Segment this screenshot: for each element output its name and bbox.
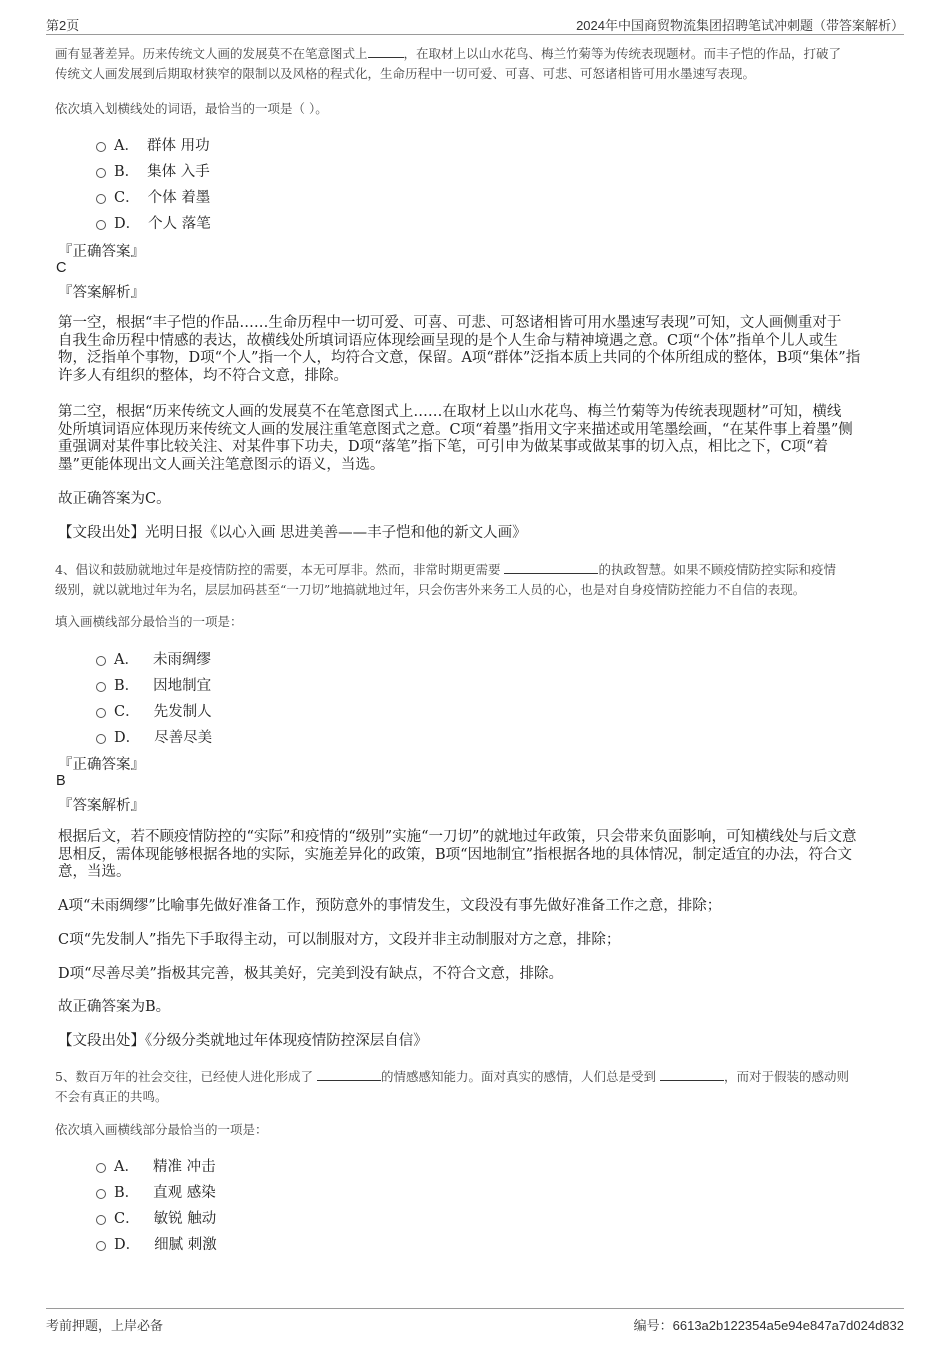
document-title: 2024年中国商贸物流集团招聘笔试冲刺题（带答案解析） [576, 18, 904, 33]
fill-blank [368, 44, 404, 58]
radio-icon[interactable] [96, 656, 106, 666]
q4-analysis-label: 『答案解析』 [58, 798, 145, 814]
q3-option-c[interactable]: C． 个体 着墨 [96, 186, 210, 208]
radio-icon[interactable] [96, 1189, 106, 1199]
q3-source: 【文段出处】光明日报《以心入画 思进美善——丰子恺和他的新文人画》 [58, 525, 527, 541]
q5-option-b[interactable]: B． 直观 感染 [96, 1181, 216, 1203]
q5-stem-line1: 5、数百万年的社会交往，已经使人进化形成了 的情感感知能力。面对真实的感情，人们总是受到 ，而对于假装的感动则 [55, 1069, 849, 1084]
radio-icon[interactable] [96, 142, 106, 152]
radio-icon[interactable] [96, 734, 106, 744]
q5-stem-line2: 不会有真正的共鸣。 [55, 1089, 168, 1104]
q3-answer-label: 『正确答案』 [58, 244, 145, 260]
q3-text-line1: 画有显著差异。历来传统文人画的发展莫不在笔意图式上 ，在取材上以山水花鸟、梅兰竹菊等为传统表现题材。而丰子恺的作品，打破了 [55, 46, 842, 61]
q4-analysis-paragraph-4: D项“尽善尽美”指极其完善，极其美好，完美到没有缺点，不符合文意，排除。 [58, 966, 563, 982]
q3-text-line2: 传统文人画发展到后期取材狭窄的限制以及风格的程式化，生命历程中一切可爱、可喜、可悲、可怒诸相皆可用水墨速写表现。 [55, 66, 756, 81]
q4-option-d[interactable]: D． 尽善尽美 [96, 726, 212, 748]
radio-icon[interactable] [96, 708, 106, 718]
page-header [46, 12, 904, 35]
radio-icon[interactable] [96, 220, 106, 230]
q5-option-c[interactable]: C． 敏锐 触动 [96, 1207, 216, 1229]
q4-analysis-paragraph-3: C项“先发制人”指先下手取得主动，可以制服对方，文段并非主动制服对方之意，排除； [58, 932, 621, 948]
radio-icon[interactable] [96, 1215, 106, 1225]
radio-icon[interactable] [96, 1241, 106, 1251]
radio-icon[interactable] [96, 682, 106, 692]
q5-option-d[interactable]: D． 细腻 刺激 [96, 1233, 217, 1255]
q4-source: 【文段出处】《分级分类就地过年体现疫情防控深层自信》 [58, 1033, 428, 1049]
fill-blank [504, 560, 598, 574]
q4-option-a[interactable]: A． 未雨绸缪 [96, 648, 211, 670]
footer-slogan: 考前押题，上岸必备 [46, 1318, 164, 1333]
q4-prompt: 填入画横线部分最恰当的一项是： [55, 614, 243, 629]
q3-analysis-label: 『答案解析』 [58, 285, 145, 301]
q3-conclusion: 故正确答案为C。 [58, 491, 171, 507]
page-number: 第2页 [46, 18, 80, 33]
q5-prompt: 依次填入画横线部分最恰当的一项是： [55, 1122, 268, 1137]
q4-analysis-paragraph-1: 根据后文，若不顾疫情防控的“实际”和疫情的“级别”实施“一刀切”的就地过年政策，只会带来负面影响，可知横线处与后文意 思相反，需体现能够根据各地的实际，实施差异化的政策，B项“因地制宜”指根据各地的具体情况，制定适宜的办法，符合文 意，当选。 [58, 829, 857, 880]
page-footer [46, 1308, 904, 1339]
q4-answer-label: 『正确答案』 [58, 757, 145, 773]
q4-answer: B [56, 773, 66, 789]
q4-option-b[interactable]: B． 因地制宜 [96, 674, 211, 696]
q4-stem-line2: 级别，就以就地过年为名，层层加码甚至“一刀切”地搞就地过年，只会伤害外来务工人员的心，也是对自身疫情防控能力不自信的表现。 [55, 582, 806, 597]
radio-icon[interactable] [96, 194, 106, 204]
q4-option-c[interactable]: C． 先发制人 [96, 700, 212, 722]
q4-stem-line1: 4、倡议和鼓励就地过年是疫情防控的需要，本无可厚非。然而，非常时期更需要 的执政智慧。如果不顾疫情防控实际和疫情 [55, 562, 836, 577]
q3-analysis-paragraph-1: 第一空，根据“丰子恺的作品……生命历程中一切可爱、可喜、可悲、可怒诸相皆可用水墨速写表现”可知，文人画侧重对于 自我生命历程中情感的表达，故横线处所填词语应体现绘画呈现的是个人生命与精神境遇之意。C项“个体”指单个儿人或生 物，泛指单个事物，D项“个人”指一个人，均符合文意，保留。A项“群体”泛指本质上共同的个体所组成的整体，B项“集体”指 许多人有组织的整体，均不符合文意，排除。 [58, 315, 861, 384]
q3-option-d[interactable]: D． 个人 落笔 [96, 212, 211, 234]
q5-option-a[interactable]: A． 精准 冲击 [96, 1155, 216, 1177]
q4-analysis-paragraph-2: A项“未雨绸缪”比喻事先做好准备工作，预防意外的事情发生，文段没有事先做好准备工作之意，排除； [58, 898, 722, 914]
fill-blank [660, 1067, 724, 1081]
radio-icon[interactable] [96, 1163, 106, 1173]
q3-option-b[interactable]: B． 集体 入手 [96, 160, 210, 182]
radio-icon[interactable] [96, 168, 106, 178]
q4-conclusion: 故正确答案为B。 [58, 999, 171, 1015]
footer-id: 编号：6613a2b122354a5e94e847a7d024d832 [633, 1318, 904, 1333]
q3-analysis-paragraph-2: 第二空，根据“历来传统文人画的发展莫不在笔意图式上……在取材上以山水花鸟、梅兰竹菊等为传统表现题材”可知，横线 处所填词语应体现历来传统文人画的发展注重笔意图式之意。C项“着墨”指用文字来描述或用笔墨绘画，“在某件事上着墨”侧 重强调对某件事比较关注、对某件事下功夫，D项“落笔”指下笔，可引申为做某事或做某事的切入点，相比之下，C项“着 墨”更能体现出文人画关注笔意图示的语义，当选。 [58, 404, 853, 473]
q3-prompt: 依次填入划横线处的词语，最恰当的一项是（ ）。 [55, 101, 328, 116]
q3-option-a[interactable]: A． 群体 用功 [96, 134, 210, 156]
q3-answer: C [56, 260, 67, 276]
fill-blank [317, 1067, 381, 1081]
